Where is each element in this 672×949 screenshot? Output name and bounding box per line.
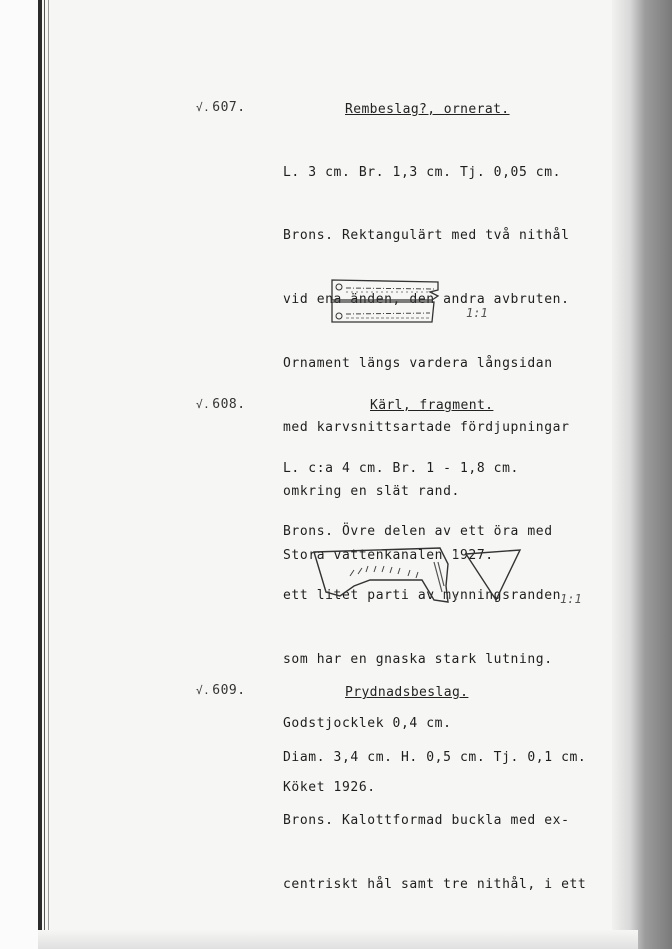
entry-title: Kärl, fragment. xyxy=(370,398,494,413)
entry-title: Rembeslag?, ornerat. xyxy=(345,102,510,117)
text-line: centriskt hål samt tre nithål, i ett xyxy=(283,877,587,893)
check-mark: √. xyxy=(196,398,211,411)
scale-label: 1:1 xyxy=(560,592,582,606)
entry-description xyxy=(283,704,586,938)
page-edge-shadow xyxy=(612,0,672,949)
text-line: L. 3 cm. Br. 1,3 cm. Tj. 0,05 cm. xyxy=(283,164,562,180)
text-line: Ornament längs vardera långsidan xyxy=(283,356,553,372)
text-line: Brons. Kalottformad buckla med ex- xyxy=(283,813,570,829)
text-line: Godstjocklek 0,4 cm. xyxy=(283,716,452,732)
vessel-fragment-drawing xyxy=(310,546,530,608)
text-line: L. c:a 4 cm. Br. 1 - 1,8 cm. xyxy=(283,460,519,476)
check-mark: √. xyxy=(196,101,211,114)
text-line: Köket 1926. xyxy=(283,780,376,796)
text-line: Diam. 3,4 cm. H. 0,5 cm. Tj. 0,1 cm. xyxy=(283,749,587,765)
binding-line xyxy=(44,0,45,949)
text-line: vid ena änden, den andra avbruten. xyxy=(283,292,570,308)
entry-title: Prydnadsbeslag. xyxy=(345,685,469,700)
text-line: som har en gnaska stark lutning. xyxy=(283,652,553,668)
text-line: Brons. Övre delen av ett öra med xyxy=(283,524,553,540)
text-line: ett litet parti av mynningsranden xyxy=(283,588,562,604)
text-line: Brons. Rektangulärt med två nithål xyxy=(283,228,570,244)
scale-label: 1:1 xyxy=(466,306,488,320)
mount-drawing xyxy=(326,278,446,328)
binding-line xyxy=(48,0,49,949)
text-line: med karvsnittsartade fördjupningar xyxy=(283,420,570,436)
entry-number: √. 608. xyxy=(196,397,246,412)
binding-edge xyxy=(38,0,42,949)
text-line: Stora vattenkanalen 1927. xyxy=(283,547,494,563)
check-mark: √. xyxy=(196,684,211,697)
entry-number: √. 607. xyxy=(196,100,246,115)
text-line: omkring en slät rand. xyxy=(283,484,460,500)
entry-number: √. 609. xyxy=(196,683,246,698)
binding-margin xyxy=(0,0,38,949)
